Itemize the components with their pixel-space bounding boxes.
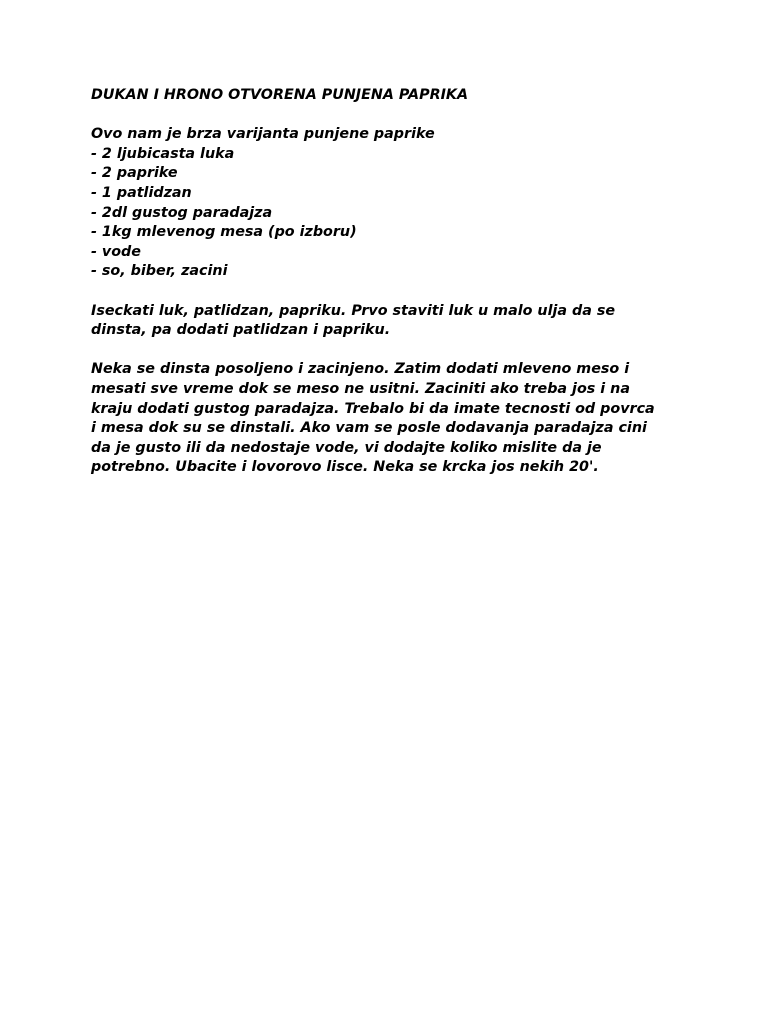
paragraph-line: Neka se dinsta posoljeno i zacinjeno. Zatim dodati mleveno meso i: [91, 361, 630, 378]
instructions-paragraph-1: [91, 302, 691, 341]
paragraph-line: i mesa dok su se dinstali. Ako vam se posle dodavanja paradajza cini: [91, 420, 647, 437]
ingredient-item: - 1kg mlevenog mesa (po izboru): [91, 224, 357, 241]
ingredient-item: - 2dl gustog paradajza: [91, 204, 273, 221]
paragraph-line: dinsta, pa dodati patlidzan i papriku.: [91, 322, 391, 339]
ingredient-item: - 2 paprike: [91, 165, 178, 182]
instructions-paragraph-2: [91, 360, 691, 478]
ingredient-item: - so, biber, zacini: [91, 263, 228, 280]
paragraph-line: da je gusto ili da nedostaje vode, vi dodajte koliko mislite da je: [91, 439, 602, 456]
recipe-title: DUKAN I HRONO OTVORENA PUNJENA PAPRIKA: [91, 87, 469, 103]
paragraph-line: mesati sve vreme dok se meso ne usitni. Zaciniti ako treba jos i na: [91, 380, 630, 397]
paragraph-line: potrebno. Ubacite i lovorovo lisce. Neka se krcka jos nekih 20'.: [91, 459, 599, 476]
paragraph-line: kraju dodati gustog paradajza. Trebalo bi da imate tecnosti od povrca: [91, 400, 655, 417]
ingredient-item: - 1 patlidzan: [91, 184, 192, 201]
paragraph-line: Iseckati luk, patlidzan, papriku. Prvo staviti luk u malo ulja da se: [91, 302, 616, 319]
recipe-intro: Ovo nam je brza varijanta punjene paprike: [91, 126, 435, 143]
document-page: [91, 86, 691, 497]
ingredient-item: - 2 ljubicasta luka: [91, 145, 235, 162]
ingredient-item: - vode: [91, 243, 141, 260]
ingredient-list: [91, 145, 691, 282]
